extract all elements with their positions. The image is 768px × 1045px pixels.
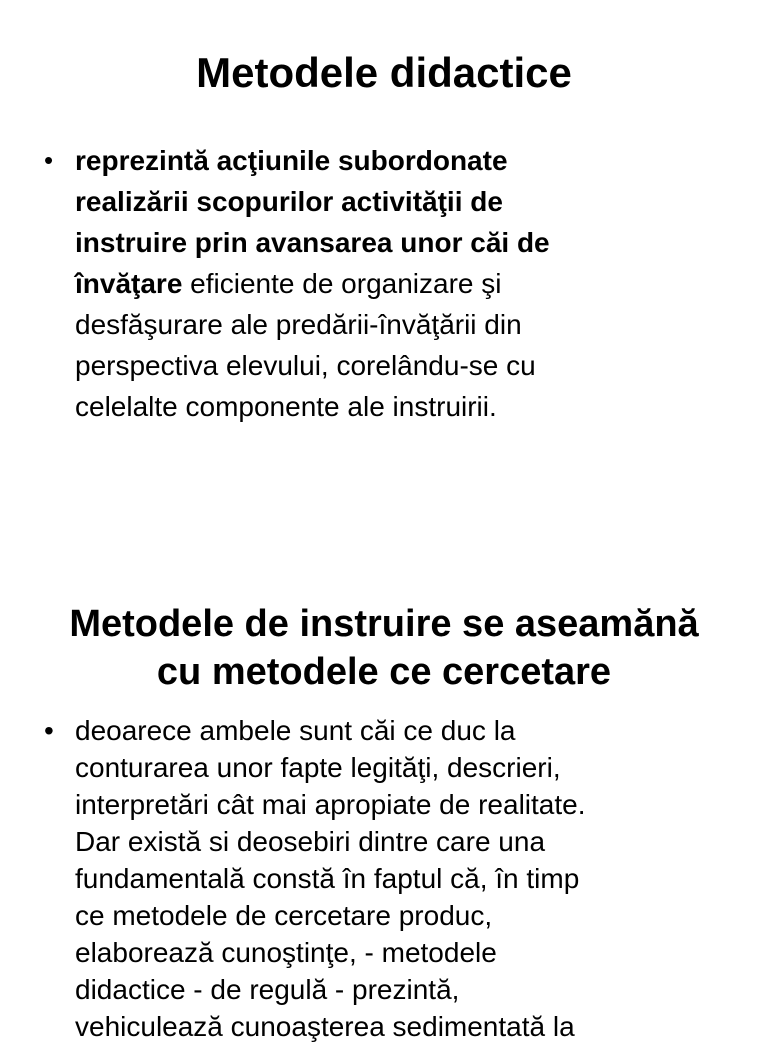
bold-line-4: învăţare (75, 268, 183, 299)
bold-line-3: instruire prin avansarea unor căi de (75, 227, 550, 258)
text-line-8: didactice - de regulă - prezintă, (75, 974, 460, 1005)
bullet-marker: • (44, 145, 54, 175)
bold-line-2: realizării scopurilor activităţii de (75, 186, 503, 217)
text-line-6: ce metodele de cercetare produc, (75, 900, 493, 931)
text-line-1: deoarece ambele sunt căi ce duc la (75, 715, 516, 746)
slide-1-title: Metodele didactice (196, 49, 572, 96)
text-line-9: vehiculează cunoaşterea sedimentată la (75, 1011, 575, 1042)
bold-line-1: reprezintă acţiunile subordonate (75, 145, 508, 176)
text-line-5: fundamentală constă în faptul că, în timp (75, 863, 580, 894)
text-line-3: interpretări cât mai apropiate de realitate. (75, 789, 586, 820)
normal-line-7: celelalte componente ale instruirii. (75, 391, 497, 422)
normal-line-6: perspectiva elevului, corelându-se cu (75, 350, 536, 381)
slide-2-title (0, 600, 768, 696)
bullet-marker: • (44, 715, 54, 746)
slide-1-bullet-text (75, 140, 755, 427)
text-line-2: conturarea unor fapte legităţi, descrieri, (75, 752, 561, 783)
text-line-4: Dar există si deosebiri dintre care una (75, 826, 546, 857)
slide-2 (0, 560, 768, 1042)
slide-2-title-line-1: Metodele de instruire se aseamănă (69, 603, 699, 645)
normal-line-5: desfăşurare ale predării-învăţării din (75, 309, 522, 340)
slide-2-title-line-2: cu metodele ce cercetare (156, 651, 612, 693)
slide-1 (0, 0, 768, 512)
normal-line-4-rest: eficiente de organizare şi (182, 268, 502, 299)
text-line-7: elaborează cunoştinţe, - metodele (75, 937, 497, 968)
slide-2-bullet-text (75, 712, 755, 1045)
